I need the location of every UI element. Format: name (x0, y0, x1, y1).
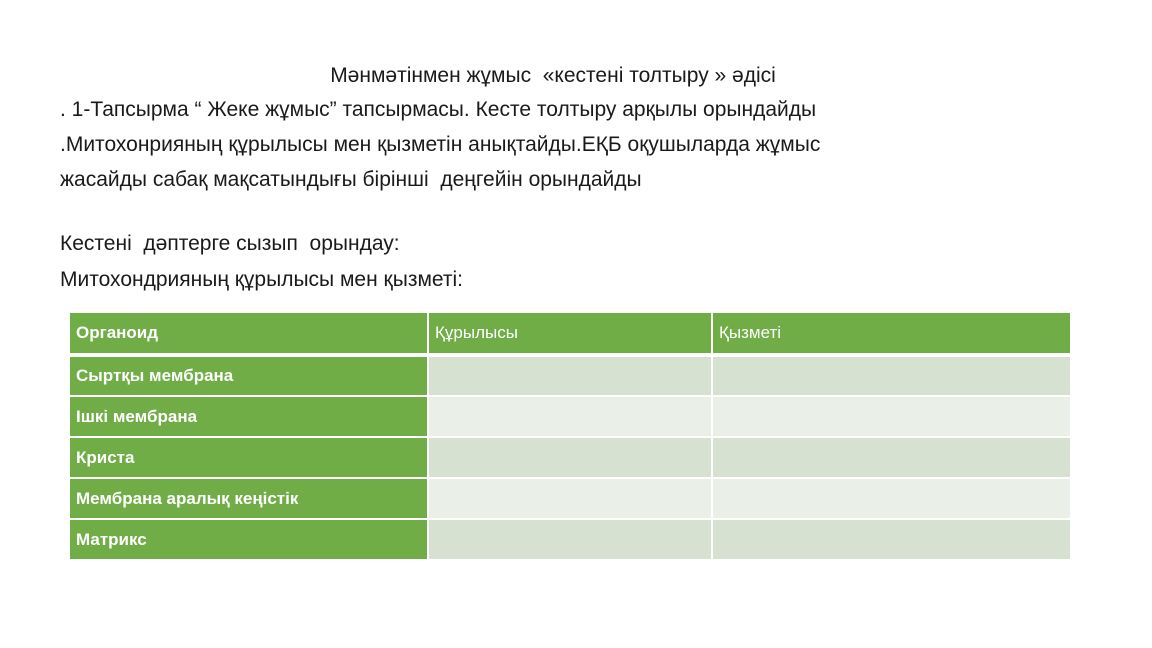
row-label: Матрикс (69, 519, 428, 560)
table-row (69, 396, 1071, 437)
slide-title: Мәнмәтінмен жұмыс «кестені толтыру » әдісі (330, 64, 776, 87)
paragraph-line: жасайды сабақ мақсатындығы бірінші деңгейін орындайды (60, 168, 642, 191)
table-row (69, 519, 1071, 560)
row-label: Ішкі мембрана (69, 396, 428, 437)
header-cell: Құрылысы (428, 312, 712, 355)
header-cell: Органоид (69, 312, 428, 355)
empty-cell (712, 519, 1071, 560)
organelle-table (68, 311, 1072, 561)
row-label: Мембрана аралық кеңістік (69, 478, 428, 519)
empty-cell (428, 437, 712, 478)
table-row (69, 478, 1071, 519)
row-label: Криста (69, 437, 428, 478)
table-row (69, 437, 1071, 478)
empty-cell (428, 355, 712, 396)
row-label: Сыртқы мембрана (69, 355, 428, 396)
empty-cell (428, 396, 712, 437)
empty-cell (712, 478, 1071, 519)
empty-cell (712, 355, 1071, 396)
empty-cell (712, 437, 1071, 478)
instruction-text: Кестені дәптерге сызып орындау: (60, 232, 400, 255)
paragraph-line: .Митохонрияның құрылысы мен қызметін анықтайды.ЕҚБ оқушыларда жұмыс (60, 133, 821, 156)
table-header-row (69, 312, 1071, 355)
empty-cell (712, 396, 1071, 437)
table-subtitle: Митохондрияның құрылысы мен қызметі: (60, 268, 463, 291)
empty-cell (428, 478, 712, 519)
table-row (69, 355, 1071, 396)
paragraph-line: . 1-Тапсырма “ Жеке жұмыс” тапсырмасы. Кесте толтыру арқылы орындайды (60, 98, 817, 121)
header-cell: Қызметі (712, 312, 1071, 355)
empty-cell (428, 519, 712, 560)
